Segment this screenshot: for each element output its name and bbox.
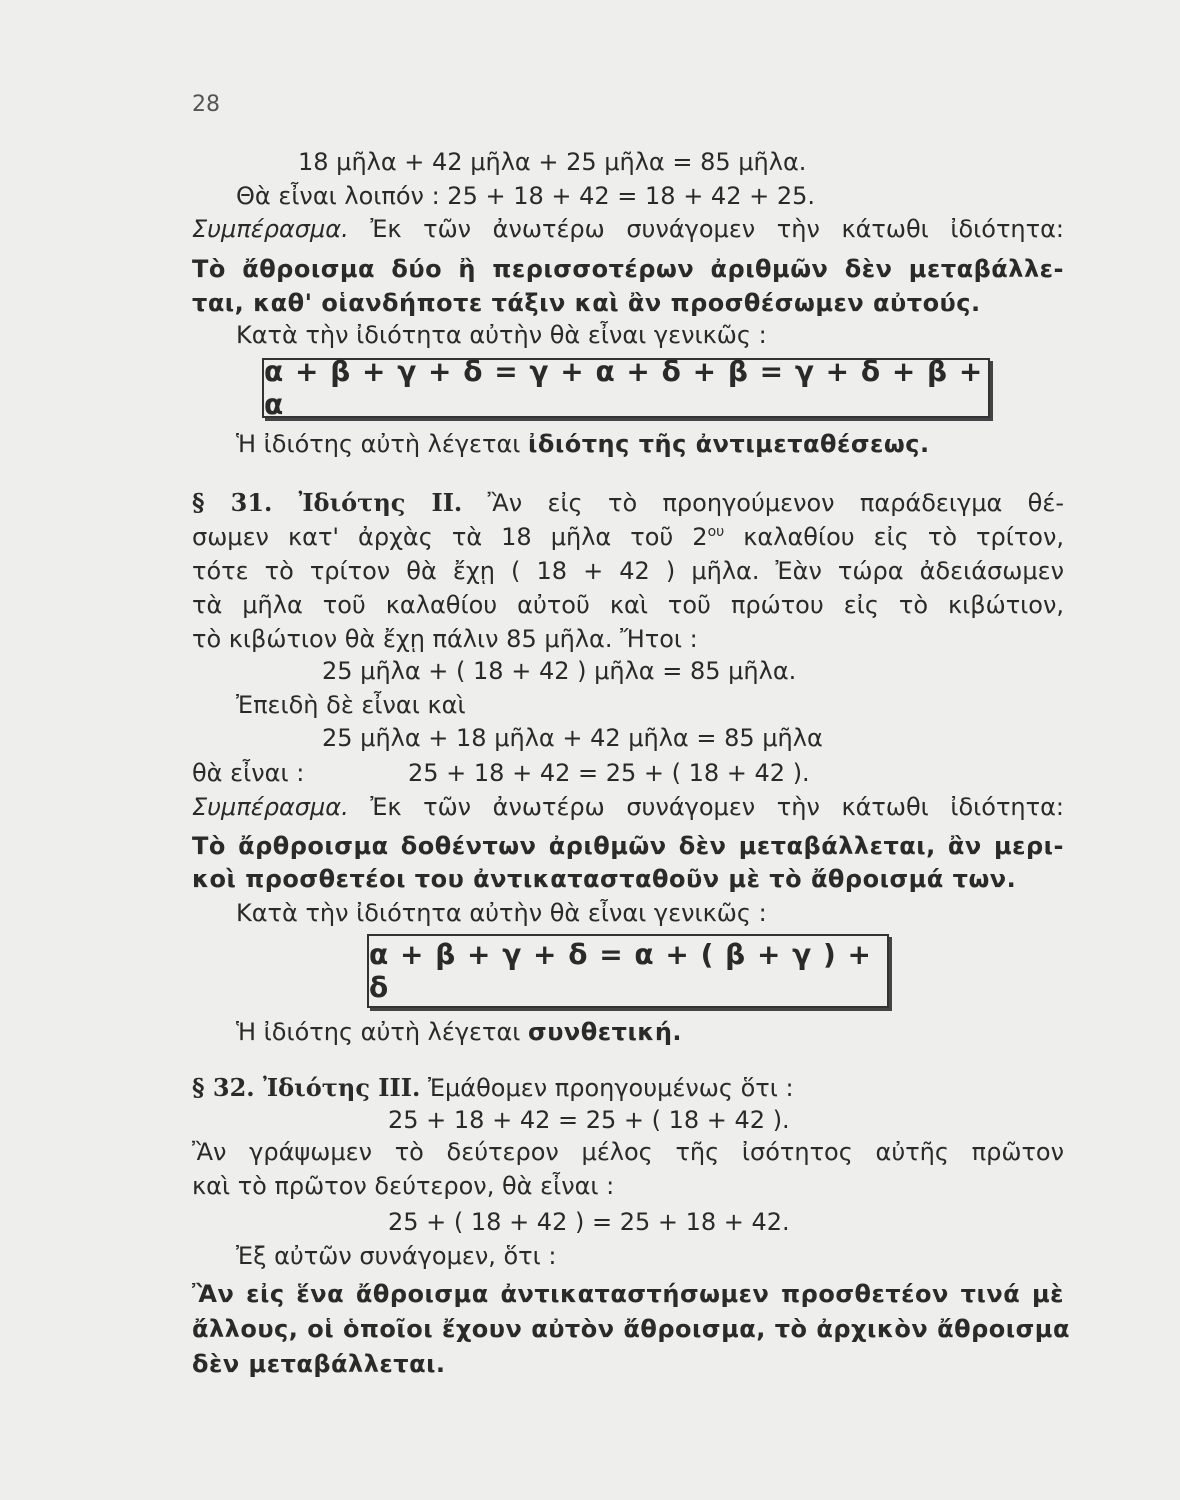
formula-box-associative bbox=[367, 934, 889, 1008]
section-32-line-1 bbox=[192, 1072, 794, 1104]
section-32-line-4: Ἐξ αὐτῶν συνάγομεν, ὅτι : bbox=[236, 1242, 557, 1270]
will-be-label: θὰ εἶναι : bbox=[192, 759, 305, 787]
section-31-line-5: τὸ κιβώτιον θὰ ἔχῃ πάλιν 85 μῆλα. Ἤτοι : bbox=[192, 625, 698, 653]
page-number: 28 bbox=[192, 92, 220, 117]
rule-1-line-2: ται, καθ' οἱανδήποτε τάξιν καὶ ἂν προσθέσωμεν αὐτούς. bbox=[192, 289, 981, 317]
conclusion-text-2: Ἐκ τῶν ἀνωτέρω συνάγομεν τὴν κάτωθι ἰδιότητα: bbox=[348, 793, 1064, 821]
formula-commutative: α + β + γ + δ = γ + α + δ + β = γ + δ + β + α bbox=[264, 355, 984, 421]
property-name-text-2: Ἡ ἰδιότης αὐτὴ λέγεται bbox=[236, 1018, 529, 1046]
section-31-line-2 bbox=[192, 521, 1064, 553]
rule-3-line-3: δὲν μεταβάλλεται. bbox=[192, 1350, 446, 1378]
rule-2-line-2: κοὶ προσθετέοι του ἀντικατασταθοῦν μὲ τὸ ἄθροισμά των. bbox=[192, 865, 1017, 893]
section-31-line-1 bbox=[192, 487, 1064, 519]
conclusion-label-2: Συμπέρασμα. bbox=[192, 793, 349, 821]
section-31-line-4: τὰ μῆλα τοῦ καλαθίου αὐτοῦ καὶ τοῦ πρώτου εἰς τὸ κιβώτιον, bbox=[192, 591, 1064, 619]
section-31-heading: § 31. Ἰδιότης ΙΙ. bbox=[192, 488, 463, 517]
property-name-bold-2: συνθετική. bbox=[528, 1018, 683, 1046]
ordinal-suffix: ου bbox=[707, 524, 725, 540]
rule-3-line-1: Ἂν εἰς ἕνα ἄθροισμα ἀντικαταστήσωμεν προσθετέον τινά μὲ bbox=[192, 1280, 1064, 1308]
equation-apples-sum-2: 25 μῆλα + 18 μῆλα + 42 μῆλα = 85 μῆλα bbox=[322, 724, 823, 752]
conclusion-text: Ἐκ τῶν ἀνωτέρω συνάγομεν τὴν κάτωθι ἰδιότητα: bbox=[348, 215, 1064, 243]
rule-3-line-2: ἄλλους, οἱ ὁποῖοι ἔχουν αὐτὸν ἄθροισμα, τὸ ἀρχικὸν ἄθροισμα bbox=[192, 1315, 1070, 1343]
general-form-intro-2: Κατὰ τὴν ἰδιότητα αὐτὴν θὰ εἶναι γενικῶς : bbox=[236, 899, 767, 927]
general-form-intro-1: Κατὰ τὴν ἰδιότητα αὐτὴν θὰ εἶναι γενικῶς : bbox=[236, 321, 767, 349]
conclusion-2 bbox=[192, 791, 1064, 823]
conclusion-1 bbox=[192, 213, 1064, 245]
equation-commutative-example: Θὰ εἶναι λοιπόν : 25 + 18 + 42 = 18 + 42 + 25. bbox=[236, 182, 815, 210]
section-32-heading: § 32. Ἰδιότης ΙΙΙ. bbox=[192, 1073, 421, 1102]
section-31-line-2-b: καλαθίου εἰς τὸ τρίτον, bbox=[724, 523, 1064, 551]
since-line: Ἐπειδὴ δὲ εἶναι καὶ bbox=[236, 691, 466, 719]
property-name-text: Ἡ ἰδιότης αὐτὴ λέγεται bbox=[236, 430, 529, 458]
equation-recall: 25 + 18 + 42 = 25 + ( 18 + 42 ). bbox=[388, 1106, 790, 1134]
formula-box-commutative bbox=[262, 355, 990, 421]
equation-associative-apples: 25 μῆλα + ( 18 + 42 ) μῆλα = 85 μῆλα. bbox=[322, 657, 797, 685]
section-32-line-3: καὶ τὸ πρῶτον δεύτερον, θὰ εἶναι : bbox=[192, 1172, 615, 1200]
equation-apples-sum: 18 μῆλα + 42 μῆλα + 25 μῆλα = 85 μῆλα. bbox=[298, 148, 807, 176]
section-31-text: Ἂν εἰς τὸ προηγούμενον παράδειγμα θέ- bbox=[462, 489, 1064, 517]
formula-associative: α + β + γ + δ = α + ( β + γ ) + δ bbox=[369, 938, 872, 1004]
conclusion-label: Συμπέρασμα. bbox=[192, 215, 349, 243]
property-name-bold: ἰδιότης τῆς ἀντιμεταθέσεως. bbox=[528, 430, 930, 458]
section-32-line-2: Ἂν γράψωμεν τὸ δεύτερον μέλος τῆς ἰσότητος αὐτῆς πρῶτον bbox=[192, 1138, 1064, 1166]
property-name-1 bbox=[236, 428, 930, 460]
equation-associative-example: 25 + 18 + 42 = 25 + ( 18 + 42 ). bbox=[408, 759, 810, 787]
rule-1-line-1: Τὸ ἄθροισμα δύο ἢ περισσοτέρων ἀριθμῶν δὲν μεταβάλλε- bbox=[192, 255, 1064, 283]
section-31-line-3: τότε τὸ τρίτον θὰ ἔχῃ ( 18 + 42 ) μῆλα. Ἐὰν τώρα ἀδειάσωμεν bbox=[192, 557, 1064, 585]
section-31-line-2-a: σωμεν κατ' ἀρχὰς τὰ 18 μῆλα τοῦ 2 bbox=[192, 523, 708, 551]
equation-reversed: 25 + ( 18 + 42 ) = 25 + 18 + 42. bbox=[388, 1208, 790, 1236]
rule-2-line-1: Τὸ ἄρθροισμα δοθέντων ἀριθμῶν δὲν μεταβάλλεται, ἂν μερι- bbox=[192, 832, 1064, 860]
section-32-text: Ἐμάθομεν προηγουμένως ὅτι : bbox=[420, 1074, 794, 1102]
property-name-2 bbox=[236, 1016, 682, 1048]
